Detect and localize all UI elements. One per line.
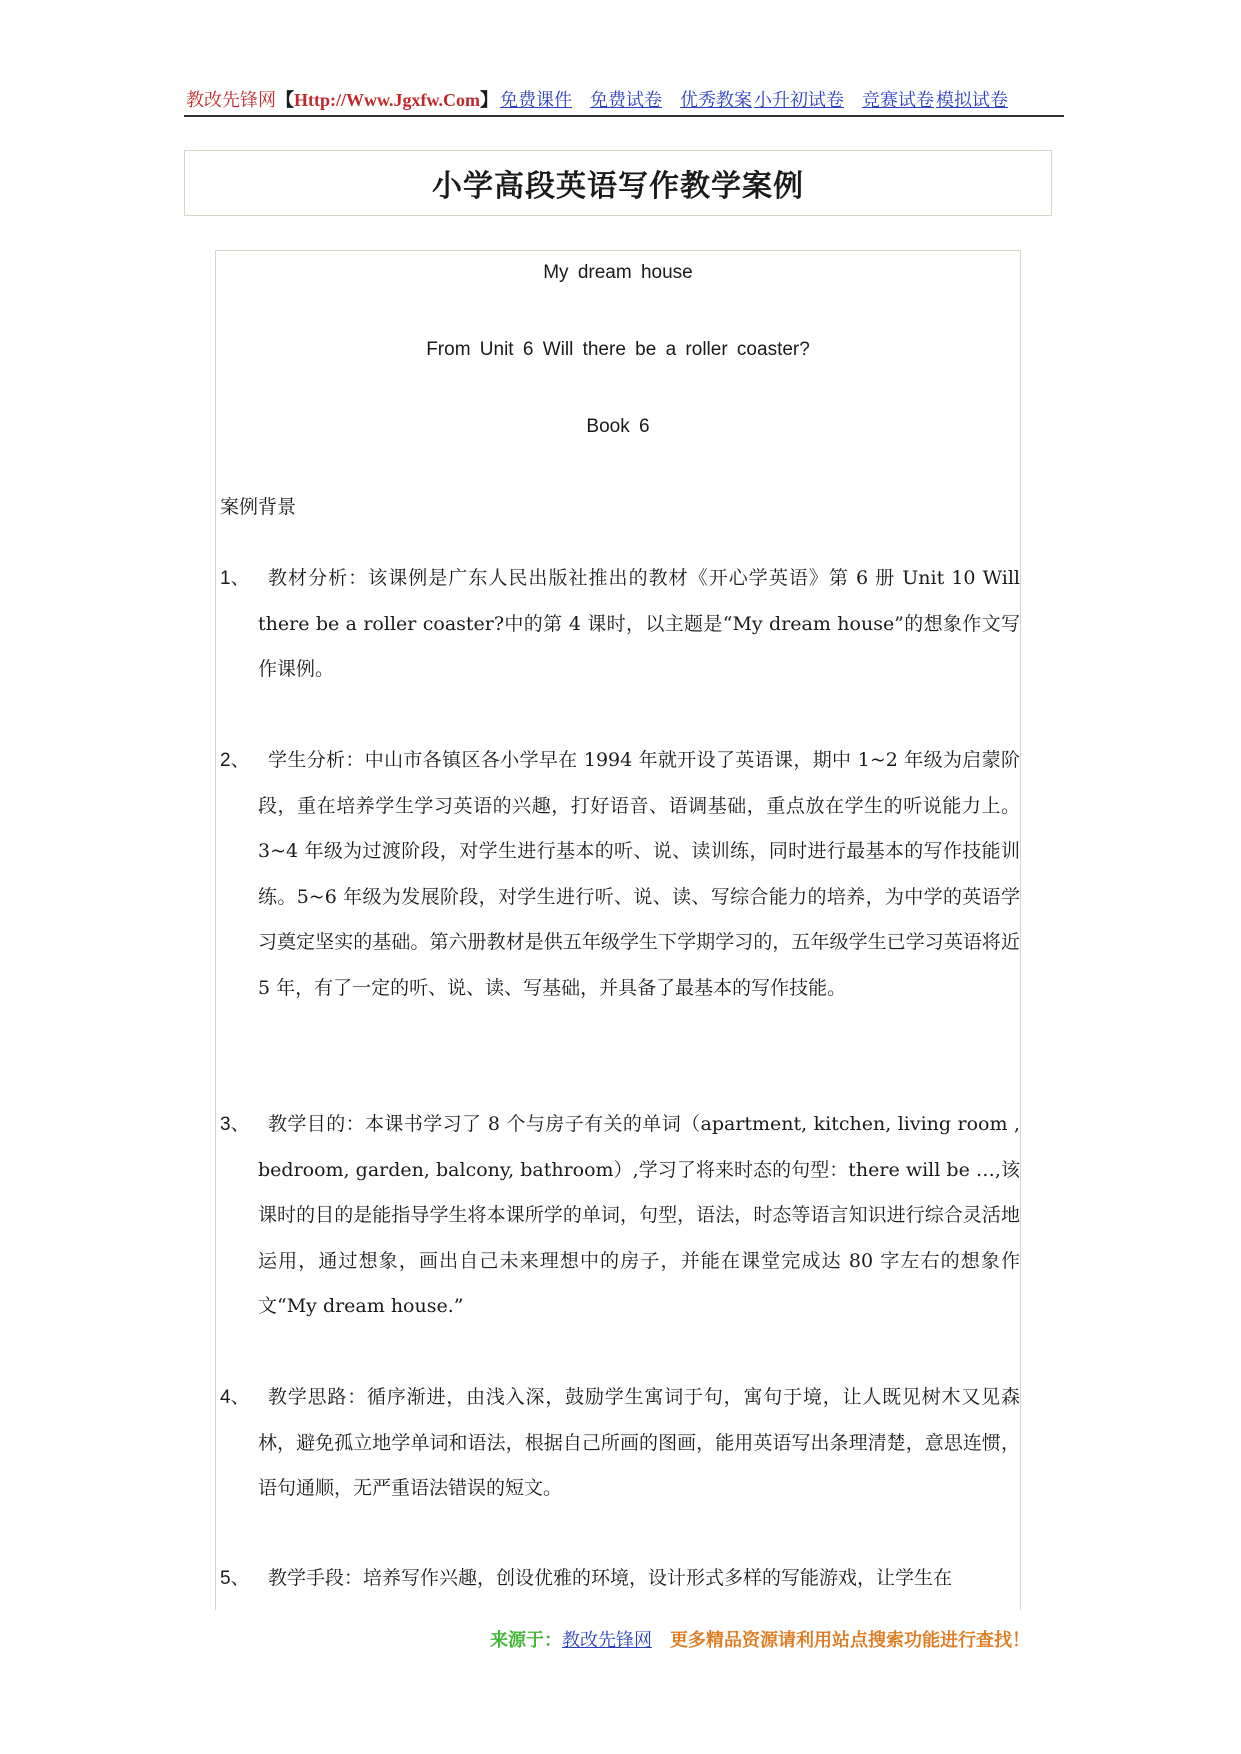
item-number: 3、 [220,1114,250,1135]
link-entrance-exams[interactable]: 小升初试卷 [754,90,844,111]
item-text: 学生分析：中山市各镇区各小学早在 1994 年就开设了英语课，期中 1~2 年级为启蒙阶段，重在培养学生学习英语的兴趣，打好语音、语调基础，重点放在学生的听说能力上。3~4 年级为过渡阶段，对学生进行基本的听、说、读训练，同时进行最基本的写作技能训练。5~6 年级为发展阶段，对学生进行听、说、读、写综合能力的培养，为中学的英语学习奠定坚实的基础。第六册教材是供五年级学生下学期学习的，五年级学生已学习英语将近 5 年，有了一定的听、说、读、写基础，并具备了最基本的写作技能。 [258,749,1020,999]
link-excellent-lesson-plans[interactable]: 优秀教案 [680,90,752,111]
lesson-unit: From Unit 6 Will there be a roller coaster? [426,339,810,360]
bracket-open: 【 [276,90,294,111]
item-number: 2、 [220,750,250,771]
title-box [184,150,1052,216]
item-number: 5、 [220,1568,250,1589]
page-footer [490,1626,1030,1652]
page-header [186,86,1062,115]
section-heading: 案例背景 [220,496,297,518]
item-text: 教学手段：培养写作兴趣，创设优雅的环境，设计形式多样的写能游戏，让学生在 [268,1567,953,1589]
lesson-book: Book 6 [586,416,650,437]
footer-more-text: 更多精品资源请利用站点搜索功能进行查找！ [670,1630,1030,1651]
item-text: 教学目的：本课书学习了 8 个与房子有关的单词（apartment, kitchen, living room , bedroom, garden, balcony, bathroom）,学习了将来时态的句型：there will be …,该课时的目的是能指导学生将本课所学的单词，句型，语法，时态等语言知识进行综合灵活地运用，通过想象，画出自己未来理想中的房子，并能在课堂完成达 80 字左右的想象作文“My dream house.” [258,1113,1020,1317]
link-free-exams[interactable]: 免费试卷 [590,90,662,111]
page-title: 小学高段英语写作教学案例 [432,169,804,204]
link-competition-exams[interactable]: 竞赛试卷 [862,90,934,111]
link-free-courseware[interactable]: 免费课件 [500,90,572,111]
footer-source-link[interactable]: 教改先锋网 [562,1630,652,1651]
item-text: 教材分析：该课例是广东人民出版社推出的教材《开心学英语》第 6 册 Unit 10 Will there be a roller coaster?中的第 4 课时，以主题是“My dream house”的想象作文写作课例。 [258,567,1020,680]
item-text: 教学思路：循序渐进，由浅入深，鼓励学生寓词于句，寓句于境，让人既见树木又见森林，避免孤立地学单词和语法，根据自己所画的图画，能用英语写出条理清楚，意思连惯，语句通顺，无严重语法错误的短文。 [258,1386,1020,1499]
item-number: 1、 [220,568,250,589]
header-divider [184,115,1064,117]
site-name: 教改先锋网 [186,90,276,111]
link-mock-exams[interactable]: 模拟试卷 [936,90,1008,111]
footer-source-label: 来源于： [490,1630,562,1651]
lesson-title: My dream house [543,262,693,283]
bracket-close: 】 [480,90,498,111]
site-url: Http://Www.Jgxfw.Com [294,90,480,110]
item-number: 4、 [220,1387,250,1408]
